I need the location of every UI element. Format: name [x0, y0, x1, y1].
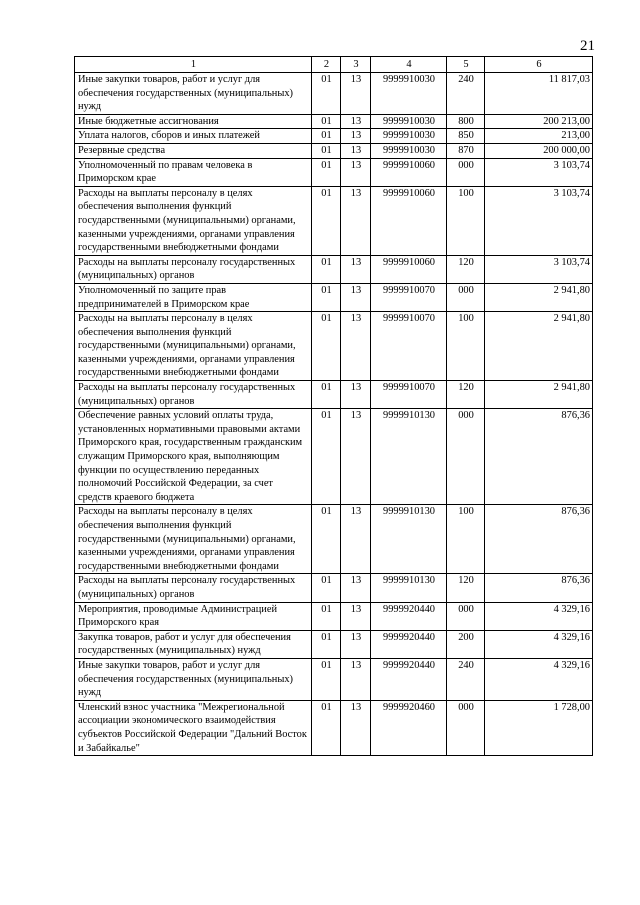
- row-subsection: 13: [341, 658, 371, 700]
- row-name: Расходы на выплаты персоналу государственных (муниципальных) органов: [75, 255, 312, 283]
- row-subsection: 13: [341, 505, 371, 574]
- row-subsection: 13: [341, 143, 371, 158]
- table-row: [75, 114, 593, 129]
- row-expense-type: 120: [447, 574, 485, 602]
- row-subsection: 13: [341, 602, 371, 630]
- row-amount: 4 329,16: [485, 658, 593, 700]
- table-row: [75, 129, 593, 144]
- header-col-6: 6: [485, 57, 593, 73]
- row-section: 01: [312, 73, 341, 115]
- row-expense-type: 000: [447, 700, 485, 755]
- row-target-code: 9999910060: [371, 186, 447, 255]
- row-section: 01: [312, 186, 341, 255]
- row-target-code: 9999920460: [371, 700, 447, 755]
- table-row: [75, 574, 593, 602]
- row-amount: 2 941,80: [485, 381, 593, 409]
- row-amount: 3 103,74: [485, 186, 593, 255]
- row-amount: 2 941,80: [485, 312, 593, 381]
- row-section: 01: [312, 129, 341, 144]
- row-subsection: 13: [341, 283, 371, 311]
- row-amount: 200 000,00: [485, 143, 593, 158]
- row-target-code: 9999920440: [371, 658, 447, 700]
- row-subsection: 13: [341, 114, 371, 129]
- row-amount: 876,36: [485, 409, 593, 505]
- row-expense-type: 240: [447, 658, 485, 700]
- row-name: Обеспечение равных условий оплаты труда, установленных нормативными правовыми актами Приморского края, государственным гражданским служащим Приморского края, выполняющим функции по осуществлению переданных полномочий Российской Федерации, за счет средств краевого бюджета: [75, 409, 312, 505]
- row-section: 01: [312, 255, 341, 283]
- table-row: [75, 143, 593, 158]
- row-name: Резервные средства: [75, 143, 312, 158]
- row-amount: 2 941,80: [485, 283, 593, 311]
- table-row: [75, 186, 593, 255]
- row-amount: 3 103,74: [485, 158, 593, 186]
- row-subsection: 13: [341, 255, 371, 283]
- table-row: [75, 381, 593, 409]
- row-name: Уполномоченный по защите прав предпринимателей в Приморском крае: [75, 283, 312, 311]
- row-name: Расходы на выплаты персоналу в целях обеспечения выполнения функций государственными (муниципальными) органами, казенными учреждениями, органами управления государственными внебюджетными фондами: [75, 505, 312, 574]
- row-section: 01: [312, 114, 341, 129]
- row-section: 01: [312, 700, 341, 755]
- row-subsection: 13: [341, 129, 371, 144]
- row-subsection: 13: [341, 186, 371, 255]
- row-expense-type: 800: [447, 114, 485, 129]
- row-name: Иные бюджетные ассигнования: [75, 114, 312, 129]
- row-name: Иные закупки товаров, работ и услуг для обеспечения государственных (муниципальных) нужд: [75, 73, 312, 115]
- row-expense-type: 850: [447, 129, 485, 144]
- row-expense-type: 000: [447, 602, 485, 630]
- header-col-5: 5: [447, 57, 485, 73]
- row-section: 01: [312, 505, 341, 574]
- row-subsection: 13: [341, 630, 371, 658]
- table-row: [75, 255, 593, 283]
- row-expense-type: 000: [447, 158, 485, 186]
- row-expense-type: 100: [447, 505, 485, 574]
- row-name: Расходы на выплаты персоналу в целях обеспечения выполнения функций государственными (муниципальными) органами, казенными учреждениями, органами управления государственными внебюджетными фондами: [75, 186, 312, 255]
- row-name: Закупка товаров, работ и услуг для обеспечения государственных (муниципальных) нужд: [75, 630, 312, 658]
- row-expense-type: 000: [447, 283, 485, 311]
- row-amount: 876,36: [485, 574, 593, 602]
- table-row: [75, 630, 593, 658]
- row-expense-type: 870: [447, 143, 485, 158]
- row-name: Иные закупки товаров, работ и услуг для обеспечения государственных (муниципальных) нужд: [75, 658, 312, 700]
- row-subsection: 13: [341, 700, 371, 755]
- row-subsection: 13: [341, 73, 371, 115]
- row-subsection: 13: [341, 158, 371, 186]
- row-amount: 4 329,16: [485, 602, 593, 630]
- row-target-code: 9999920440: [371, 602, 447, 630]
- table-row: [75, 158, 593, 186]
- table-row: [75, 658, 593, 700]
- row-name: Расходы на выплаты персоналу государственных (муниципальных) органов: [75, 381, 312, 409]
- row-section: 01: [312, 312, 341, 381]
- row-target-code: 9999910070: [371, 312, 447, 381]
- row-section: 01: [312, 283, 341, 311]
- table-header-row: [75, 57, 593, 73]
- row-name: Уполномоченный по правам человека в Приморском крае: [75, 158, 312, 186]
- row-target-code: 9999910030: [371, 114, 447, 129]
- row-target-code: 9999910060: [371, 255, 447, 283]
- row-amount: 200 213,00: [485, 114, 593, 129]
- row-name: Расходы на выплаты персоналу государственных (муниципальных) органов: [75, 574, 312, 602]
- header-col-2: 2: [312, 57, 341, 73]
- row-section: 01: [312, 658, 341, 700]
- row-name: Членский взнос участника "Межрегиональной ассоциации экономического взаимодействия субъектов Российской Федерации "Дальний Восток и Забайкалье": [75, 700, 312, 755]
- row-amount: 3 103,74: [485, 255, 593, 283]
- row-subsection: 13: [341, 312, 371, 381]
- table-row: [75, 602, 593, 630]
- row-section: 01: [312, 602, 341, 630]
- row-name: Расходы на выплаты персоналу в целях обеспечения выполнения функций государственными (муниципальными) органами, казенными учреждениями, органами управления государственными внебюджетными фондами: [75, 312, 312, 381]
- row-target-code: 9999910060: [371, 158, 447, 186]
- row-expense-type: 200: [447, 630, 485, 658]
- table-body: [75, 73, 593, 756]
- row-expense-type: 120: [447, 381, 485, 409]
- row-expense-type: 120: [447, 255, 485, 283]
- table-row: [75, 409, 593, 505]
- header-col-3: 3: [341, 57, 371, 73]
- row-section: 01: [312, 630, 341, 658]
- row-target-code: 9999910070: [371, 381, 447, 409]
- table-row: [75, 312, 593, 381]
- row-name: Уплата налогов, сборов и иных платежей: [75, 129, 312, 144]
- row-amount: 4 329,16: [485, 630, 593, 658]
- row-subsection: 13: [341, 574, 371, 602]
- row-section: 01: [312, 574, 341, 602]
- row-section: 01: [312, 381, 341, 409]
- row-section: 01: [312, 158, 341, 186]
- row-target-code: 9999910130: [371, 505, 447, 574]
- table-row: [75, 73, 593, 115]
- row-expense-type: 100: [447, 312, 485, 381]
- row-amount: 876,36: [485, 505, 593, 574]
- table-row: [75, 700, 593, 755]
- row-target-code: 9999910030: [371, 129, 447, 144]
- row-expense-type: 100: [447, 186, 485, 255]
- table-row: [75, 283, 593, 311]
- row-amount: 213,00: [485, 129, 593, 144]
- row-amount: 1 728,00: [485, 700, 593, 755]
- row-target-code: 9999910030: [371, 73, 447, 115]
- row-subsection: 13: [341, 409, 371, 505]
- header-col-1: 1: [75, 57, 312, 73]
- row-expense-type: 240: [447, 73, 485, 115]
- row-section: 01: [312, 409, 341, 505]
- row-target-code: 9999910130: [371, 409, 447, 505]
- page-number: 21: [580, 38, 595, 54]
- row-expense-type: 000: [447, 409, 485, 505]
- row-target-code: 9999910030: [371, 143, 447, 158]
- row-amount: 11 817,03: [485, 73, 593, 115]
- budget-table: [74, 56, 593, 756]
- row-subsection: 13: [341, 381, 371, 409]
- row-target-code: 9999910130: [371, 574, 447, 602]
- row-target-code: 9999910070: [371, 283, 447, 311]
- row-name: Мероприятия, проводимые Администрацией Приморского края: [75, 602, 312, 630]
- table-row: [75, 505, 593, 574]
- header-col-4: 4: [371, 57, 447, 73]
- row-target-code: 9999920440: [371, 630, 447, 658]
- row-section: 01: [312, 143, 341, 158]
